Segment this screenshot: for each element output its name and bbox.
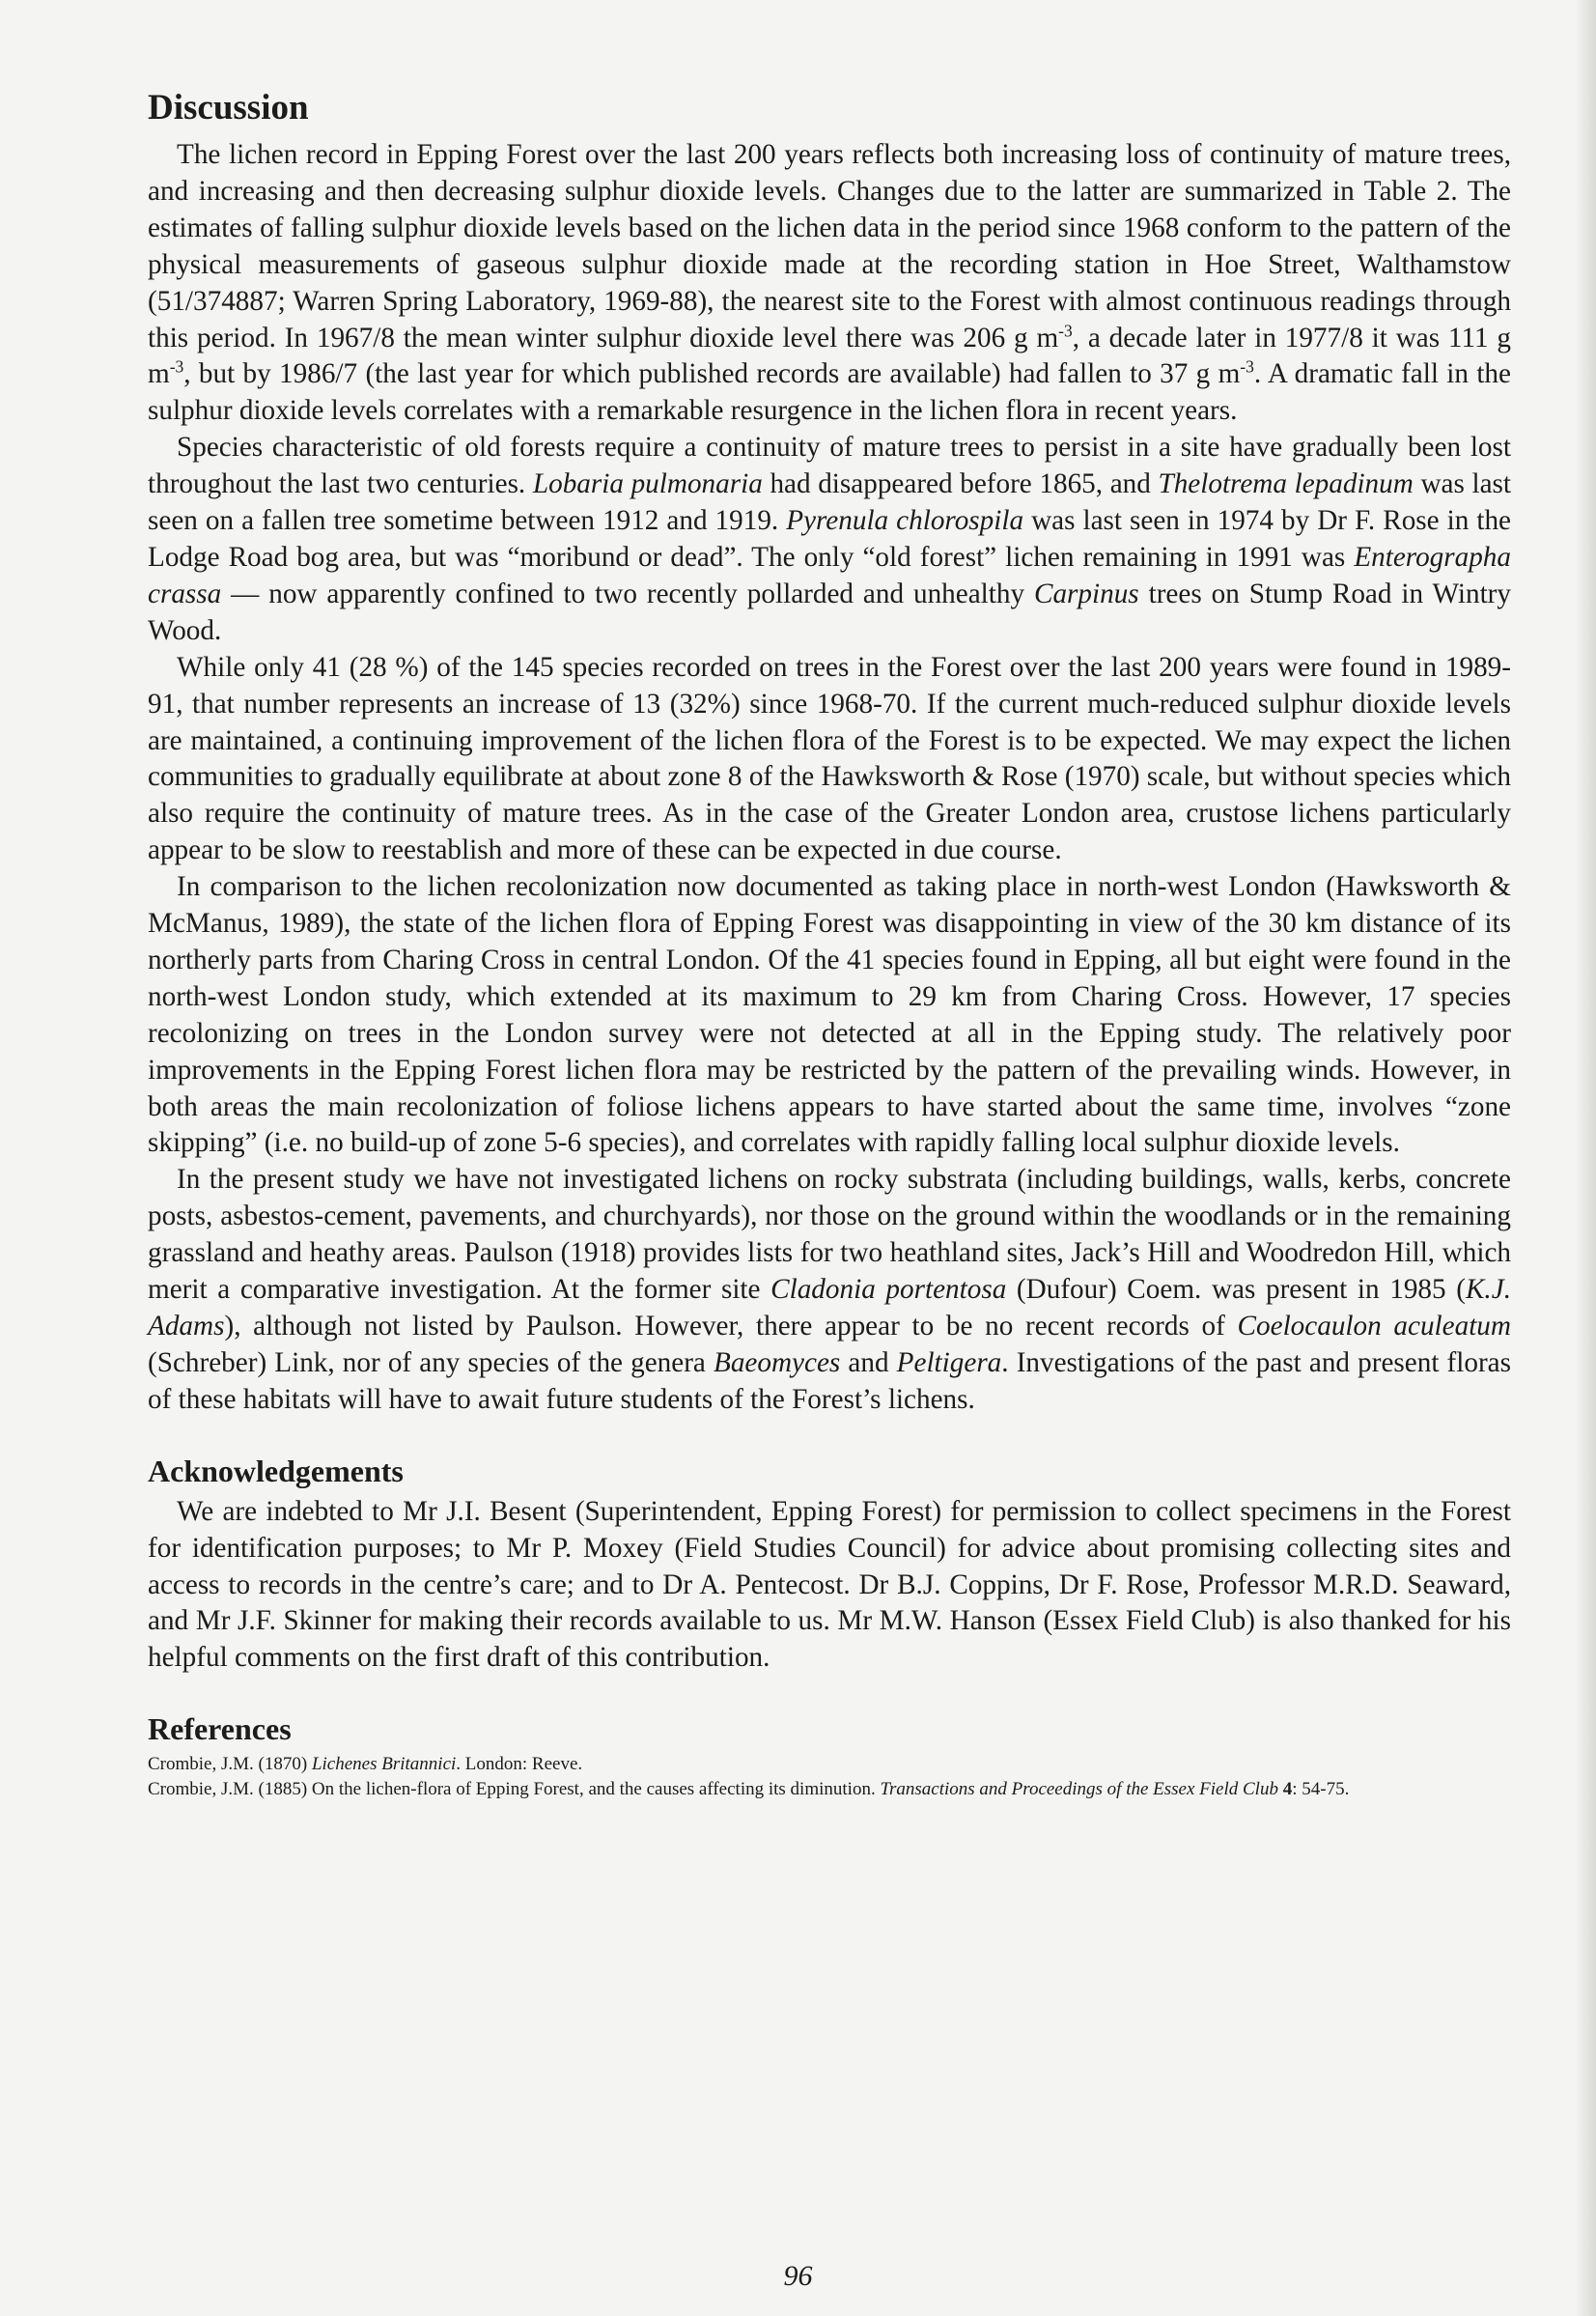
acknowledgements-heading: Acknowledgements	[148, 1453, 404, 1488]
page-number: 96	[783, 2260, 813, 2292]
discussion-paragraph-1: The lichen record in Epping Forest over the last 200 years reflects both increasing loss of continuity of mature trees, and increasing and then decreasing sulphur dioxide levels. Changes due to the latter are summarized in Table 2. The estimates of falling sulphur dioxide levels based on the lichen data in the period since 1968 conform to the pattern of the physical measurements of gaseous sulphur dioxide made at the recording station in Hoe Street, Walthamstow (51/374887; Warren Spring Laboratory, 1969-88), the nearest site to the Forest with almost continuous readings through this period. In 1967/8 the mean winter sulphur dioxide level there was 206 g $m^{-3}$, a decade later in 1977/8 it was 111 g $m^{-3}$, but by 1986/7 (the last year for which published records are available) had fallen to 37 g $m^{-3}$. A dramatic fall in the sulphur dioxide levels correlates with a remarkable resurgence in the lichen flora in recent years.	[148, 139, 1511, 427]
page-edge-shadow	[1575, 0, 1596, 2316]
reference-item: Crombie, J.M. (1870) Lichenes Britannici. London: Reeve.	[148, 1754, 583, 1775]
reference-item: Crombie, J.M. (1885) On the lichen-flora of Epping Forest, and the causes affecting its diminution. Transactions and Proceedings of the Essex Field Club 4: 54-75.	[148, 1779, 1350, 1800]
discussion-heading: Discussion	[148, 88, 309, 127]
discussion-paragraph-2: Species characteristic of old forests require a continuity of mature trees to persist in a site have gradually been lost throughout the last two centuries. Lobaria pulmonaria had disappeared before 1865, and Thelotrema lepadinum was last seen on a fallen tree sometime between 1912 and 1919. Pyrenula chlorospila was last seen in 1974 by Dr F. Rose in the Lodge Road bog area, but was “moribund or dead”. The only “old forest” lichen remaining in 1991 was Enterographa crassa — now apparently confined to two recently pollarded and unhealthy Carpinus trees on Stump Road in Wintry Wood.	[148, 432, 1512, 646]
page-content	[148, 85, 1511, 1802]
discussion-paragraph-4: In comparison to the lichen recolonization now documented as taking place in north-west London (Hawksworth & McManus, 1989), the state of the lichen flora of Epping Forest was disappointing in view of the 30 km distance of its northerly parts from Charing Cross in central London. Of the 41 species found in Epping, all but eight were found in the north-west London study, which extended at its maximum to 29 km from Charing Cross. However, 17 species recolonizing on trees in the London survey were not detected at all in the Epping study. The relatively poor improvements in the Epping Forest lichen flora may be restricted by the pattern of the prevailing winds. However, in both areas the main recolonization of foliose lichens appears to have started about the same time, involves “zone skipping” (i.e. no build-up of zone 5-6 species), and correlates with rapidly falling local sulphur dioxide levels.	[148, 871, 1511, 1159]
acknowledgements-paragraph: We are indebted to Mr J.I. Besent (Superintendent, Epping Forest) for permission to collect specimens in the Forest for identification purposes; to Mr P. Moxey (Field Studies Council) for advice about promising collecting sites and access to records in the centre’s care; and to Dr A. Pentecost. Dr B.J. Coppins, Dr F. Rose, Professor M.R.D. Seaward, and Mr J.F. Skinner for making their records available to us. Mr M.W. Hanson (Essex Field Club) is also thanked for his helpful comments on the first draft of this contribution.	[148, 1495, 1511, 1674]
references-list	[148, 1752, 1511, 1802]
references-heading: References	[148, 1711, 292, 1747]
discussion-paragraph-3: While only 41 (28 %) of the 145 species recorded on trees in the Forest over the last 200 years were found in 1989-91, that number represents an increase of 13 (32%) since 1968-70. If the current much-reduced sulphur dioxide levels are maintained, a continuing improvement of the lichen flora of the Forest is to be expected. We may expect the lichen communities to gradually equilibrate at about zone 8 of the Hawksworth & Rose (1970) scale, but without species which also require the continuity of mature trees. As in the case of the Greater London area, crustose lichens particularly appear to be slow to reestablish and more of these can be expected in due course.	[148, 651, 1511, 866]
discussion-paragraph-5: In the present study we have not investigated lichens on rocky substrata (including buildings, walls, kerbs, concrete posts, asbestos-cement, pavements, and churchyards), nor those on the ground within the woodlands or in the remaining grassland and heathy areas. Paulson (1918) provides lists for two heathland sites, Jack’s Hill and Woodredon Hill, which merit a comparative investigation. At the former site Cladonia portentosa (Dufour) Coem. was present in 1985 (K.J. Adams), although not listed by Paulson. However, there appear to be no recent records of Coelocaulon aculeatum (Schreber) Link, nor of any species of the genera Baeomyces and Peltigera. Investigations of the past and present floras of these habitats will have to await future students of the Forest’s lichens.	[148, 1164, 1511, 1415]
